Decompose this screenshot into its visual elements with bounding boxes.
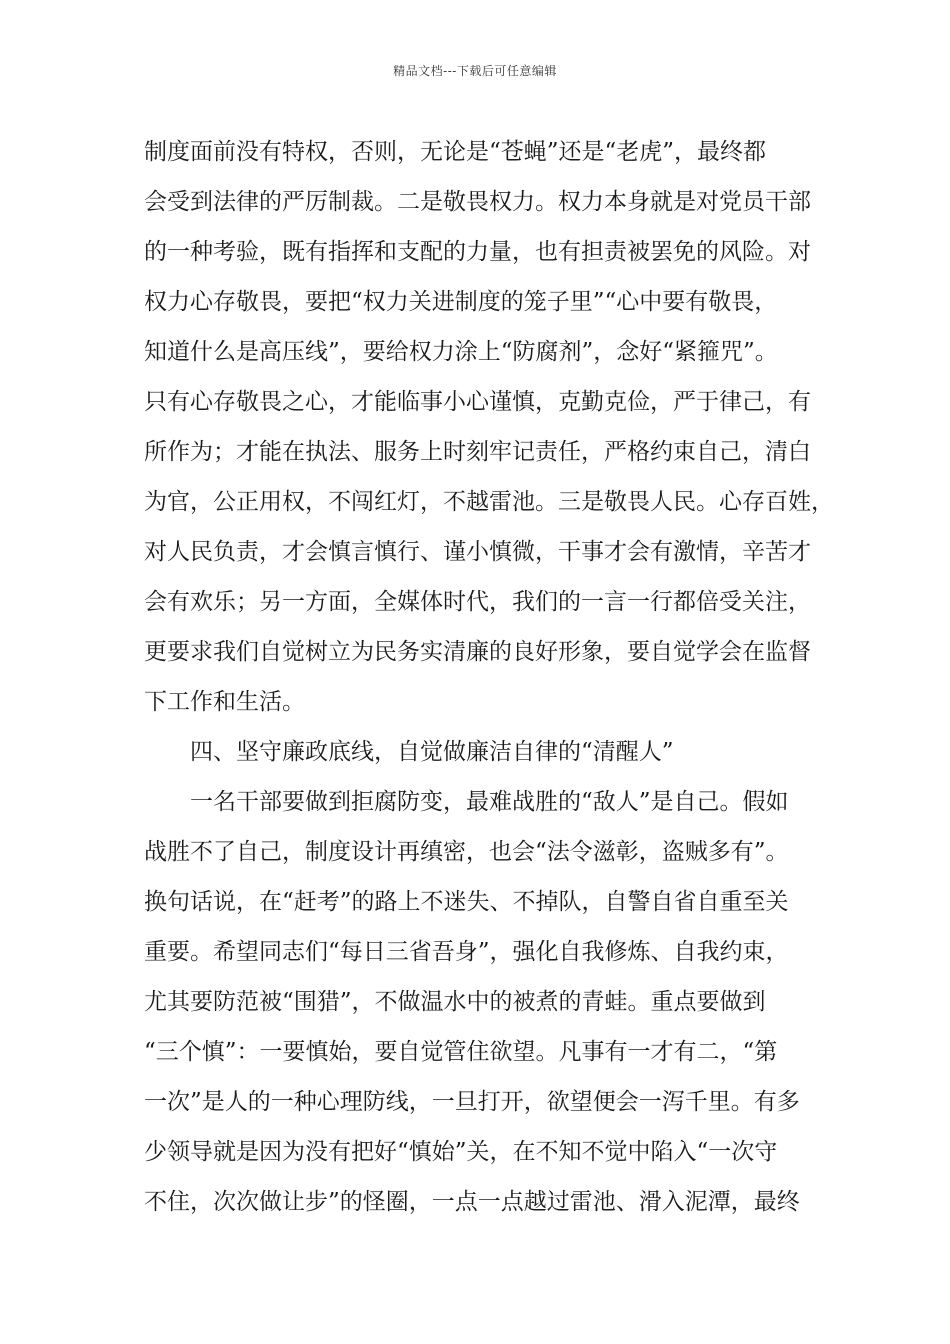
text-line: 制度面前没有特权，否则，无论是“苍蝇”还是“老虎”，最终都 (144, 139, 767, 165)
text-line: 战胜不了自己，制度设计再缜密，也会“法令滋彰，盗贼多有”。 (144, 839, 789, 865)
text-line: 权力心存敬畏，要把“权力关进制度的笼子里”“心中要有敬畏， (144, 289, 778, 315)
text-line: 的一种考验，既有指挥和支配的力量，也有担责被罢免的风险。对 (144, 239, 811, 265)
text-line: “三个慎”：一要慎始，要自觉管住欲望。凡事有一才有二，“第 (144, 1039, 778, 1065)
text-line: 为官，公正用权，不闯红灯，不越雷池。三是敬畏人民。心存百姓， (144, 489, 834, 515)
text-line: 尤其要防范被“围猎”，不做温水中的被煮的青蛙。重点要做到 (144, 989, 766, 1015)
text-line: 少领导就是因为没有把好“慎始”关，在不知不觉中陷入“一次守 (144, 1139, 778, 1165)
text-line: 四、坚守廉政底线，自觉做廉洁自律的“清醒人” (190, 739, 674, 765)
text-line: 一次”是人的一种心理防线，一旦打开，欲望便会一泻千里。有多 (144, 1089, 800, 1115)
text-line: 只有心存敬畏之心，才能临事小心谨慎，克勤克俭，严于律己，有 (144, 389, 811, 415)
text-line: 会受到法律的严厉制裁。二是敬畏权力。权力本身就是对党员干部 (144, 189, 811, 215)
text-line: 知道什么是高压线”，要给权力涂上“防腐剂”，念好“紧箍咒”。 (144, 339, 778, 365)
text-line: 对人民负责，才会慎言慎行、谨小慎微，干事才会有激情，辛苦才 (144, 539, 811, 565)
text-line: 会有欢乐；另一方面，全媒体时代，我们的一言一行都倍受关注， (144, 589, 811, 615)
text-line: 不住，次次做让步”的怪圈，一点一点越过雷池、滑入泥潭，最终 (144, 1189, 800, 1215)
document-body (144, 127, 834, 1227)
text-line: 一名干部要做到拒腐防变，最难战胜的“敌人”是自己。假如 (190, 789, 789, 815)
text-line: 换句话说，在“赶考”的路上不迷失、不掉队，自警自省自重至关 (144, 889, 789, 915)
page-header: 精品文档---下载后可任意编辑 (393, 64, 557, 78)
text-line: 所作为；才能在执法、服务上时刻牢记责任，严格约束自己，清白 (144, 439, 811, 465)
text-line: 更要求我们自觉树立为民务实清廉的良好形象，要自觉学会在监督 (144, 639, 811, 665)
text-line: 下工作和生活。 (144, 689, 305, 715)
text-line: 重要。希望同志们“每日三省吾身”，强化自我修炼、自我约束， (144, 939, 789, 965)
